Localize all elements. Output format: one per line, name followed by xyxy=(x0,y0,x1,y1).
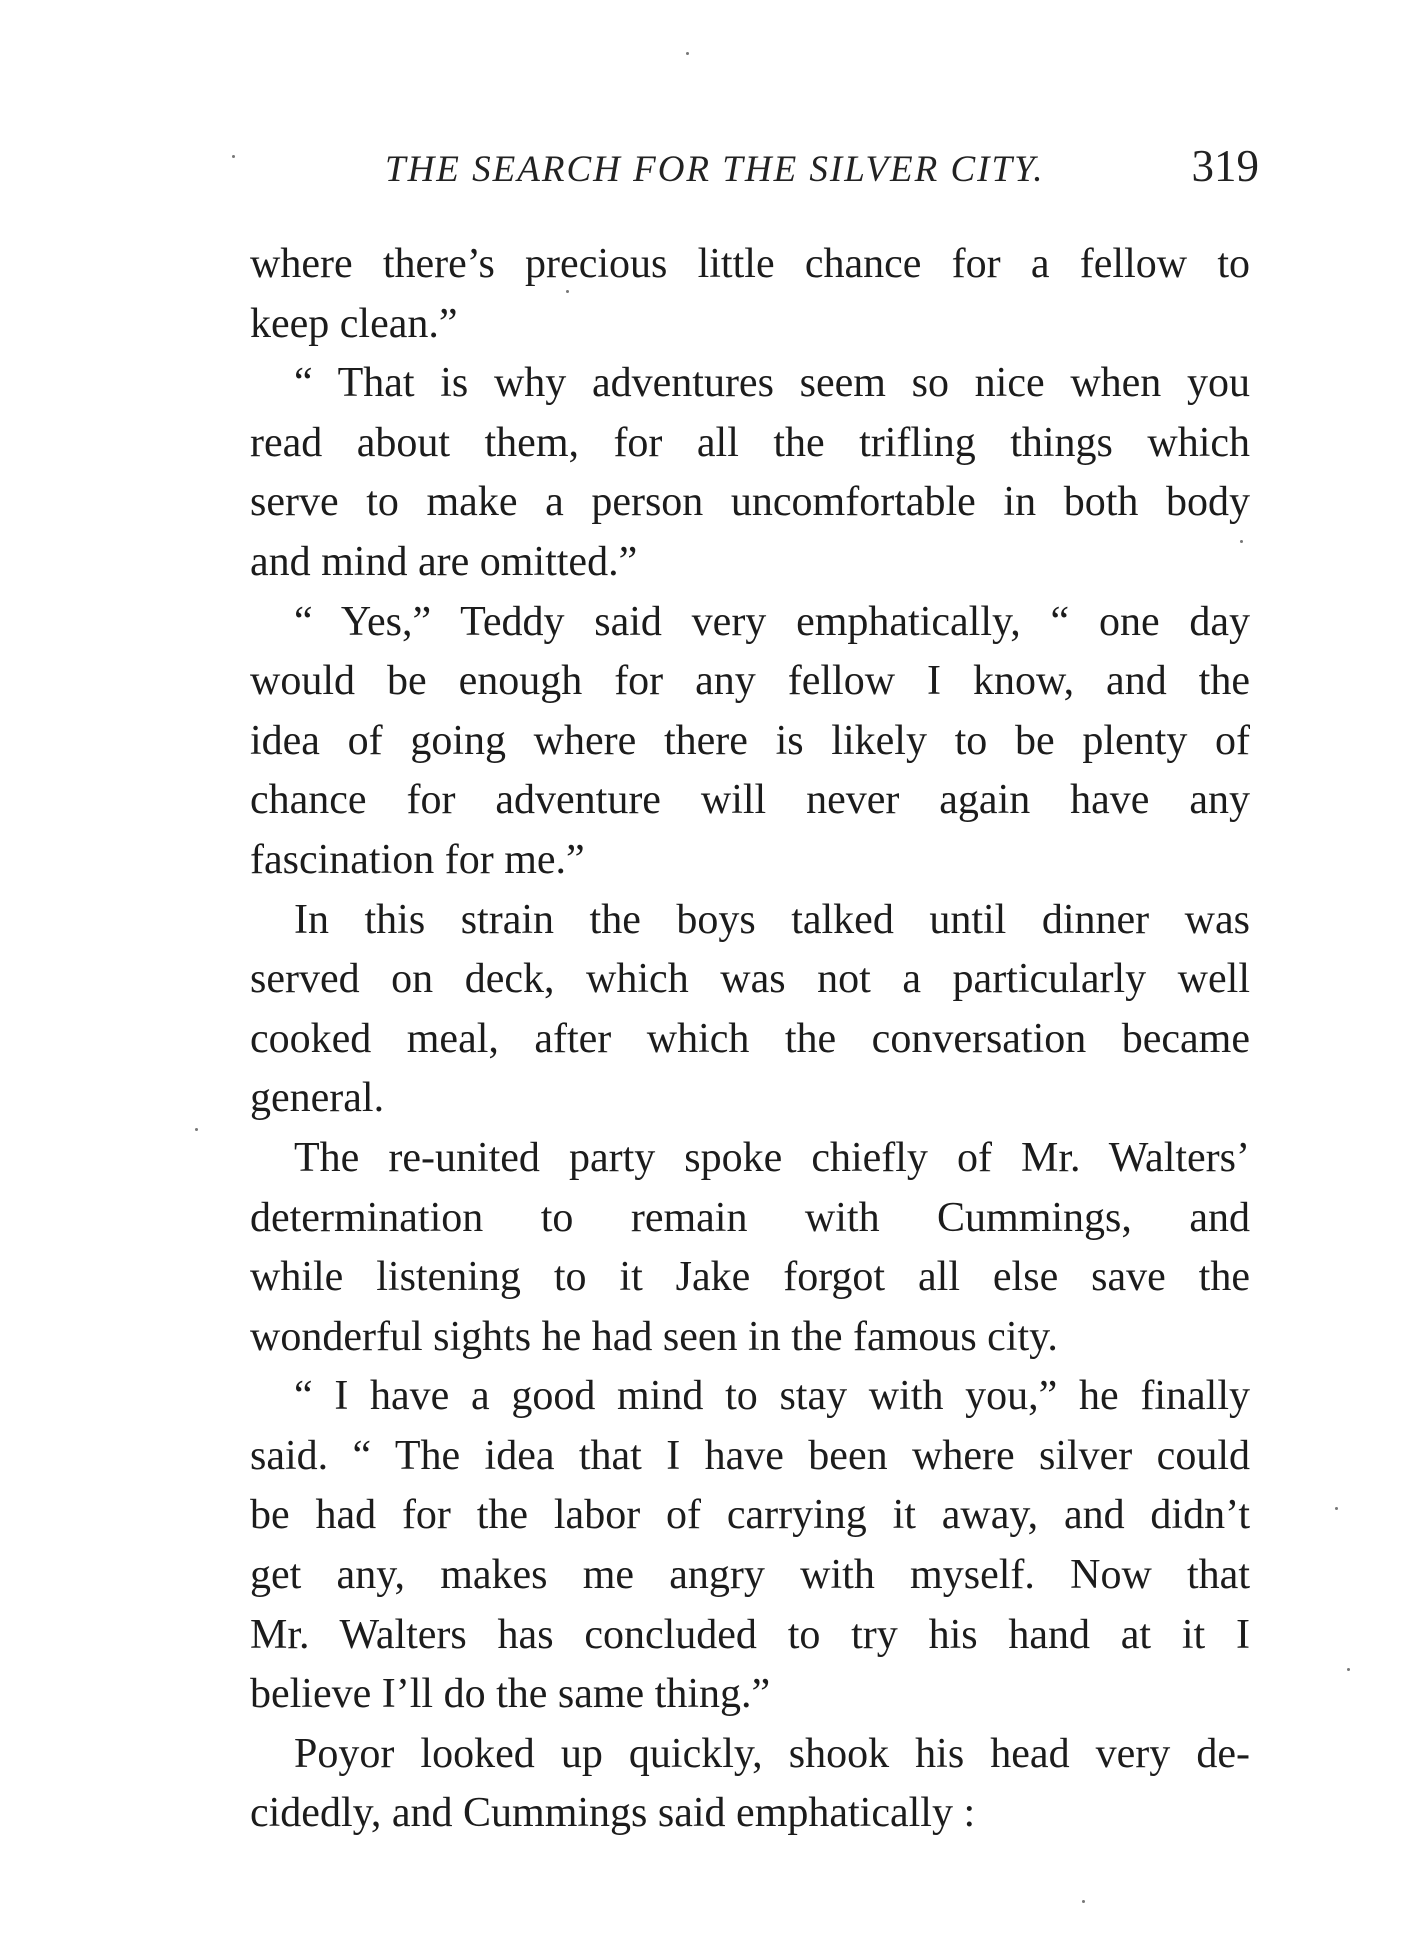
running-title: THE SEARCH FOR THE SILVER CITY. xyxy=(385,149,1045,190)
body-text xyxy=(250,235,1250,1844)
text-line: where there’s precious little chance for a fellow to xyxy=(250,241,1250,287)
text-line: get any, makes me angry with myself. Now that xyxy=(250,1552,1250,1599)
text-line: determination to remain with Cummings, and xyxy=(250,1194,1250,1241)
scan-speck xyxy=(1335,1507,1338,1510)
text-line: served on deck, which was not a particularly well xyxy=(250,956,1250,1003)
text-line: cooked meal, after which the conversation became xyxy=(250,1015,1250,1062)
scan-speck xyxy=(566,290,569,293)
scan-speck xyxy=(1240,540,1243,543)
text-line: idea of going where there is likely to be plenty of xyxy=(250,717,1250,764)
text-line: fascination for me.” xyxy=(250,836,585,883)
scan-speck xyxy=(195,1128,198,1131)
text-line: wonderful sights he had seen in the famous city. xyxy=(250,1313,1058,1360)
page-number: 319 xyxy=(1191,141,1259,191)
text-line: chance for adventure will never again have any xyxy=(250,777,1250,824)
running-head xyxy=(385,140,1265,196)
text-line: believe I’ll do the same thing.” xyxy=(250,1671,771,1718)
text-line: cidedly, and Cummings said emphatically : xyxy=(250,1790,976,1837)
text-line: keep clean.” xyxy=(250,300,458,347)
scan-speck xyxy=(232,155,235,158)
text-line: general. xyxy=(250,1075,385,1122)
text-line: The re-united party spoke chiefly of Mr. Walters’ xyxy=(294,1134,1250,1181)
text-line: said. “ The idea that I have been where silver could xyxy=(250,1432,1250,1479)
text-line: Mr. Walters has concluded to try his hand at it I xyxy=(250,1611,1250,1658)
text-line: would be enough for any fellow I know, and the xyxy=(250,658,1250,705)
text-line: be had for the labor of carrying it away, and didn’t xyxy=(250,1492,1250,1539)
text-line: serve to make a person uncomfortable in both body xyxy=(250,479,1250,526)
scan-speck xyxy=(1082,1900,1085,1903)
text-line: read about them, for all the trifling things which xyxy=(250,419,1250,466)
text-line: and mind are omitted.” xyxy=(250,538,638,585)
scan-speck xyxy=(686,52,689,55)
text-line: “ That is why adventures seem so nice when you xyxy=(294,360,1250,407)
text-line: “ I have a good mind to stay with you,” he finally xyxy=(294,1373,1250,1420)
text-line: Poyor looked up quickly, shook his head very de- xyxy=(294,1730,1250,1777)
text-line: In this strain the boys talked until dinner was xyxy=(294,896,1250,943)
text-line: “ Yes,” Teddy said very emphatically, “ one day xyxy=(294,598,1250,645)
text-line: while listening to it Jake forgot all else save the xyxy=(250,1254,1250,1301)
scan-speck xyxy=(1347,1668,1350,1671)
